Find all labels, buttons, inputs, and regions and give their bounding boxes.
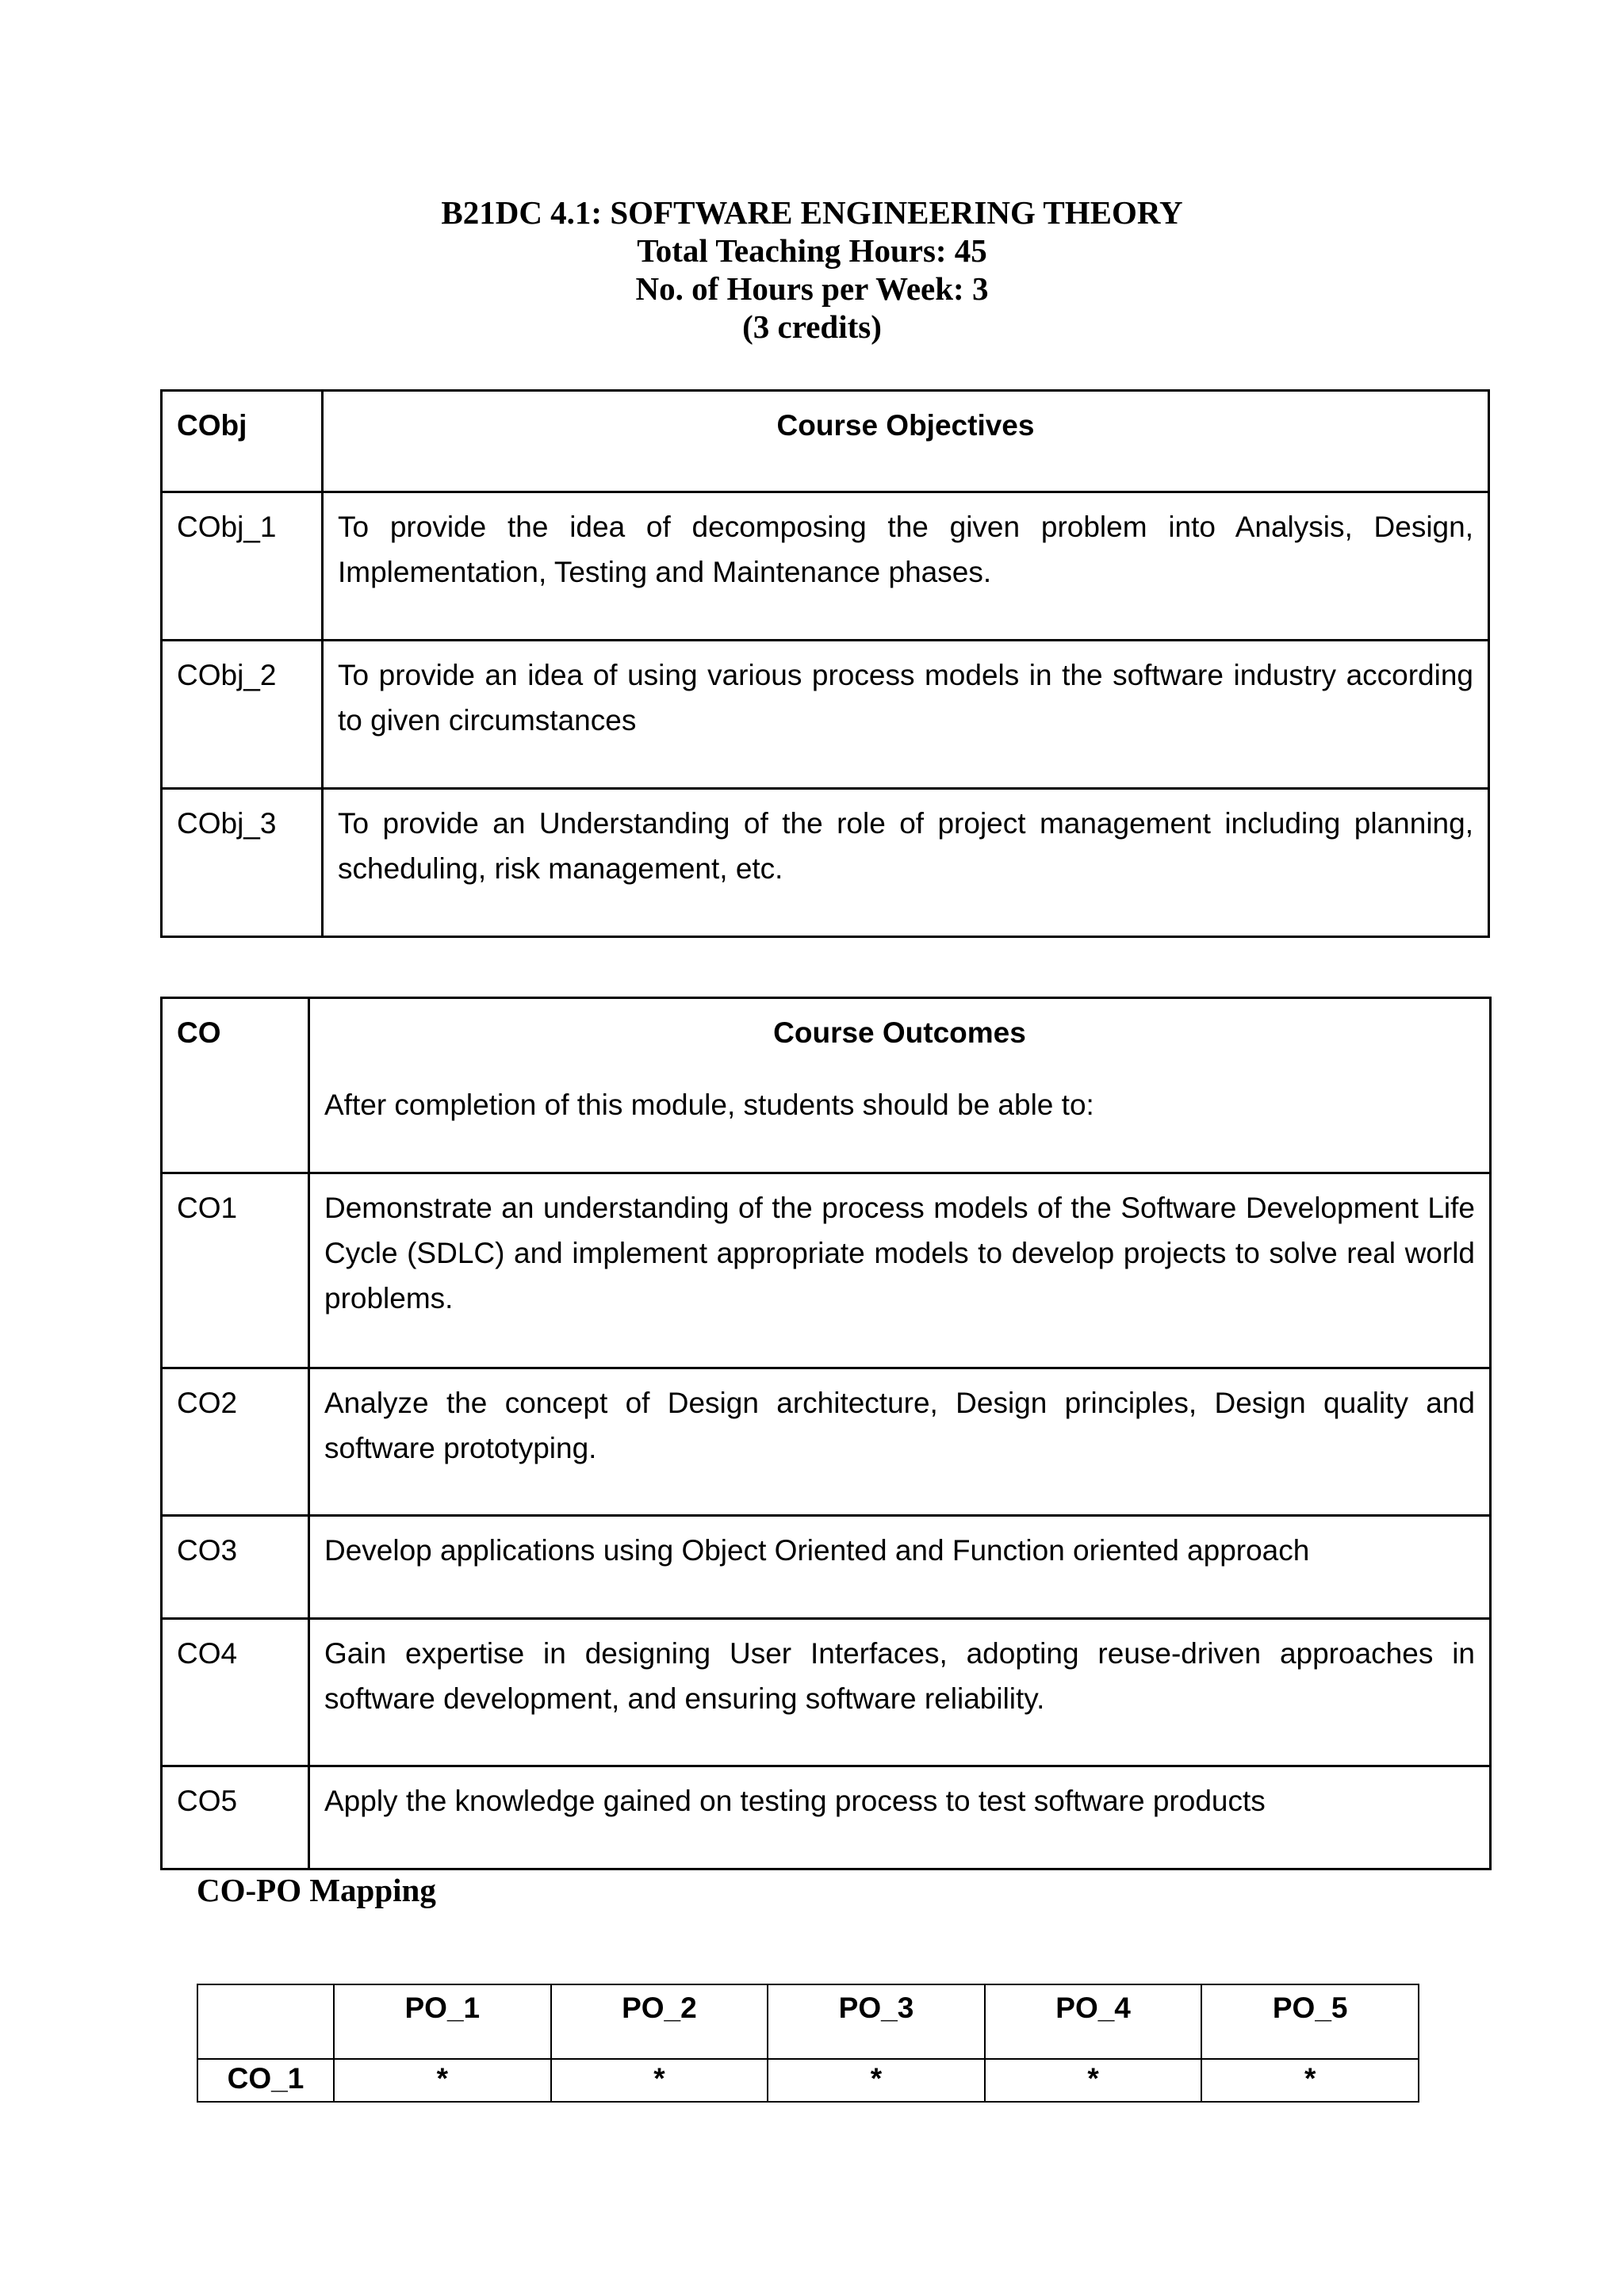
outcomes-intro-text: After completion of this module, students should be able to: bbox=[324, 1089, 1094, 1121]
table-row bbox=[162, 1173, 1491, 1368]
mapping-value: * bbox=[551, 2059, 768, 2102]
course-credits: (3 credits) bbox=[742, 308, 882, 345]
table-row bbox=[162, 641, 1489, 789]
table-header-row bbox=[162, 998, 1491, 1173]
mapping-value: * bbox=[334, 2059, 551, 2102]
co-po-mapping-table bbox=[197, 1984, 1419, 2103]
objective-text: To provide an Understanding of the role of project management including planning, scheduling, risk management, etc. bbox=[323, 789, 1489, 937]
co-po-mapping-title: CO-PO Mapping bbox=[197, 1872, 436, 1908]
table-row bbox=[197, 2059, 1419, 2102]
course-objectives-table bbox=[160, 389, 1490, 938]
table-header-row bbox=[197, 1984, 1419, 2059]
objective-id: CObj_3 bbox=[162, 789, 323, 937]
po-header: PO_5 bbox=[1201, 1984, 1419, 2059]
outcome-text: Analyze the concept of Design architecture, Design principles, Design quality and software prototyping. bbox=[309, 1368, 1491, 1516]
col-header-course-objectives: Course Objectives bbox=[323, 391, 1489, 492]
po-header: PO_4 bbox=[985, 1984, 1202, 2059]
po-header: PO_3 bbox=[768, 1984, 985, 2059]
total-teaching-hours: Total Teaching Hours: 45 bbox=[637, 232, 987, 269]
course-title: B21DC 4.1: SOFTWARE ENGINEERING THEORY bbox=[441, 194, 1183, 231]
mapping-value: * bbox=[1201, 2059, 1419, 2102]
outcome-id: CO5 bbox=[162, 1766, 309, 1869]
course-outcomes-table bbox=[160, 997, 1492, 1870]
outcome-text: Demonstrate an understanding of the process models of the Software Development Life Cycle (SDLC) and implement appropriate models to develop projects to solve real world problems. bbox=[309, 1173, 1491, 1368]
hours-per-week: No. of Hours per Week: 3 bbox=[635, 270, 989, 307]
objective-text: To provide the idea of decomposing the given problem into Analysis, Design, Implementation, Testing and Maintenance phases. bbox=[323, 492, 1489, 641]
outcome-id: CO1 bbox=[162, 1173, 309, 1368]
mapping-value: * bbox=[768, 2059, 985, 2102]
po-header: PO_2 bbox=[551, 1984, 768, 2059]
objective-id: CObj_1 bbox=[162, 492, 323, 641]
objective-id: CObj_2 bbox=[162, 641, 323, 789]
po-header: PO_1 bbox=[334, 1984, 551, 2059]
col-header-cobj: CObj bbox=[162, 391, 323, 492]
objective-text: To provide an idea of using various process models in the software industry according to given circumstances bbox=[323, 641, 1489, 789]
outcome-id: CO4 bbox=[162, 1619, 309, 1766]
table-header-row bbox=[162, 391, 1489, 492]
outcome-text: Gain expertise in designing User Interfaces, adopting reuse-driven approaches in software development, and ensuring software reliability. bbox=[309, 1619, 1491, 1766]
table-row bbox=[162, 1766, 1491, 1869]
mapping-corner-cell bbox=[197, 1984, 334, 2059]
course-header bbox=[0, 193, 1624, 346]
table-row bbox=[162, 1516, 1491, 1619]
col-header-course-outcomes: Course Outcomes bbox=[773, 1016, 1026, 1049]
outcome-text: Apply the knowledge gained on testing process to test software products bbox=[309, 1766, 1491, 1869]
outcome-id: CO2 bbox=[162, 1368, 309, 1516]
table-row bbox=[162, 789, 1489, 937]
outcome-id: CO3 bbox=[162, 1516, 309, 1619]
mapping-value: * bbox=[985, 2059, 1202, 2102]
table-row bbox=[162, 1368, 1491, 1516]
table-row bbox=[162, 1619, 1491, 1766]
col-header-co: CO bbox=[162, 998, 309, 1173]
table-row bbox=[162, 492, 1489, 641]
co-label: CO_1 bbox=[197, 2059, 334, 2102]
outcome-text: Develop applications using Object Oriented and Function oriented approach bbox=[309, 1516, 1491, 1619]
col-header-course-outcomes-cell bbox=[309, 998, 1491, 1173]
